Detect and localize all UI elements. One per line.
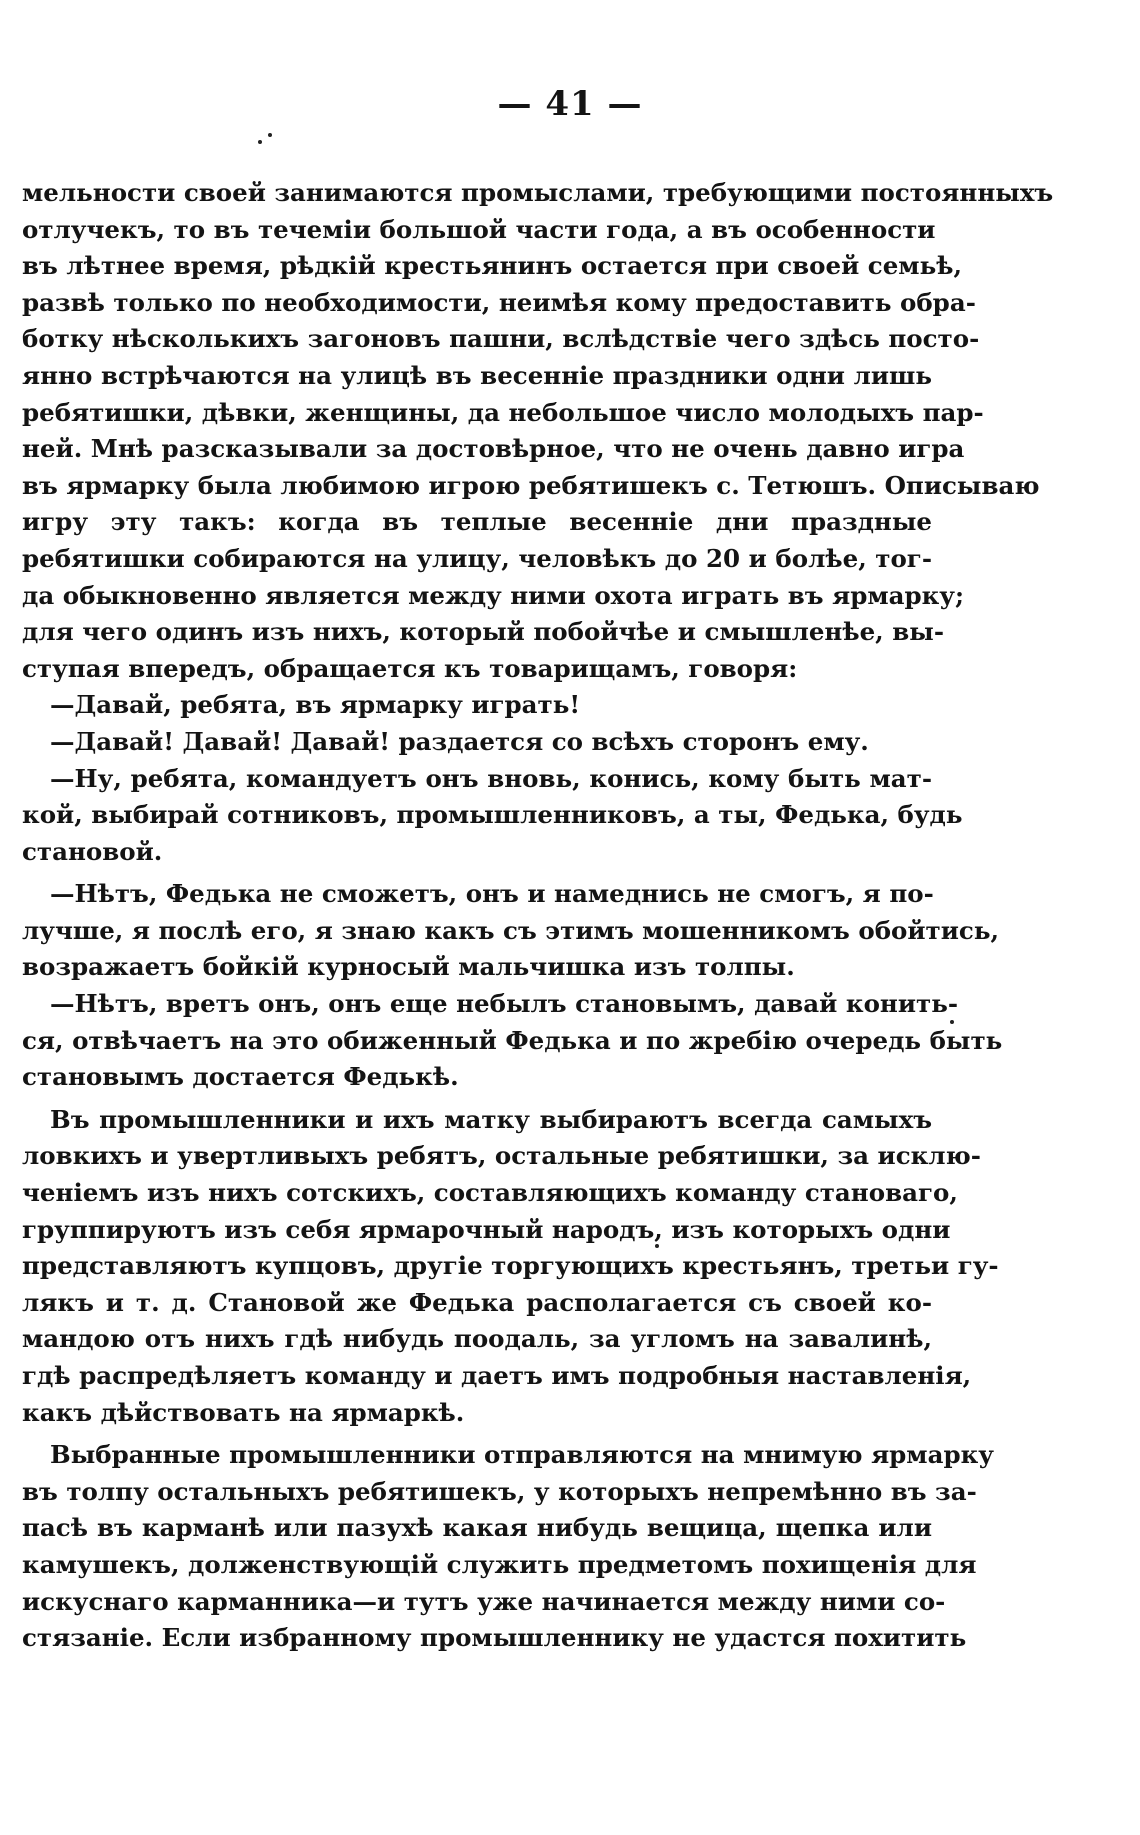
text-line: представляютъ купцовъ, другіе торгующихъ крестьянъ, третьи гу- [22, 1251, 999, 1281]
text-line: ступая впередъ, обращается къ товарищамъ, говоря: [22, 653, 798, 683]
text-line: ребятишки, дѣвки, женщины, да небольшое число молодыхъ пар- [22, 397, 984, 427]
text-line: да обыкновенно является между ними охота играть въ ярмарку; [22, 580, 965, 610]
text-line: ребятишки собираются на улицу, человѣкъ до 20 и болѣе, тог- [22, 543, 932, 573]
text-line: какъ дѣйствовать на ярмаркѣ. [22, 1397, 465, 1427]
text-line: кой, выбирай сотниковъ, промышленниковъ, а ты, Федька, будь [22, 800, 963, 830]
text-line: мельности своей занимаются промыслами, требующими постоянныхъ [22, 178, 1054, 207]
dialogue-line: —Ну, ребята, командуетъ онъ вновь, конись, кому быть мат- [50, 763, 932, 793]
text-line: ней. Мнѣ разсказывали за достовѣрное, что не очень давно игра [22, 434, 965, 464]
dialogue-line: —Давай, ребята, въ ярмарку играть! [50, 690, 581, 720]
text-line: игру эту такъ: когда въ теплые весенніе дни праздные [22, 507, 932, 537]
text-line: стязаніе. Если избранному промышленнику не удастся похитить [22, 1623, 967, 1653]
text-line: камушекъ, долженствующій служить предметомъ похищенія для [22, 1549, 977, 1579]
text-line: мандою отъ нихъ гдѣ нибудь поодаль, за угломъ на завалинѣ, [22, 1324, 932, 1354]
text-line: развѣ только по необходимости, неимѣя кому предоставить обра- [22, 287, 976, 317]
paragraph-start-line: Въ промышленники и ихъ матку выбираютъ всегда самыхъ [50, 1104, 932, 1134]
text-line: ботку нѣсколькихъ загоновъ пашни, вслѣдствіе чего здѣсь посто- [22, 324, 980, 354]
print-speck [258, 140, 262, 144]
text-line: искуснаго карманника—и тутъ уже начинается между ними со- [22, 1586, 946, 1616]
text-line: группируютъ изъ себя ярмарочный народъ, изъ которыхъ одни [22, 1214, 951, 1244]
paragraph-start-line: Выбранные промышленники отправляются на мнимую ярмарку [50, 1440, 994, 1470]
text-line: янно встрѣчаются на улицѣ въ весеннiе праздники одни лишь [22, 360, 932, 390]
print-speck [268, 133, 272, 137]
text-line: пасѣ въ карманѣ или пазухѣ какая нибудь вещица, щепка или [22, 1513, 932, 1543]
dialogue-line: —Давай! Давай! Давай! раздается со всѣхъ сторонъ ему. [50, 726, 869, 756]
text-line: становой. [22, 836, 163, 866]
text-line: ченіемъ изъ нихъ сотскихъ, составляющихъ команду становаго, [22, 1178, 958, 1208]
text-line: ся, отвѣчаетъ на это обиженный Федька и по жребію очередь быть [22, 1025, 1003, 1055]
text-line: гдѣ распредѣляетъ команду и даетъ имъ подробныя наставленія, [22, 1361, 972, 1390]
text-line: отлучекъ, то въ течеміи большой части года, а въ особенности [22, 214, 936, 244]
dialogue-line: —Нѣтъ, Федька не сможетъ, онъ и намеднись не смогъ, я по- [50, 879, 934, 909]
text-line: въ лѣтнее время, рѣдкій крестьянинъ остается при своей семьѣ, [22, 251, 962, 281]
body-text [22, 175, 1054, 1657]
text-line: лучше, я послѣ его, я знаю какъ съ этимъ мошенникомъ обойтись, [22, 915, 999, 945]
text-line: лякъ и т. д. Становой же Федька располагается съ своей ко- [22, 1287, 932, 1317]
dialogue-line: —Нѣтъ, вретъ онъ, онъ еще небылъ становымъ, давай конить- [50, 989, 958, 1019]
text-line: въ ярмарку была любимою игрою ребятишекъ с. Тетюшъ. Описываю [22, 470, 1040, 500]
page-number: — 41 — [497, 84, 643, 124]
text-line: становымъ достается Федькѣ. [22, 1062, 459, 1092]
text-line: для чего одинъ изъ нихъ, который побойчѣе и смышленѣе, вы- [22, 617, 944, 647]
text-line: возражаетъ бойкій курносый мальчишка изъ толпы. [22, 952, 795, 982]
text-line: ловкихъ и увертливыхъ ребятъ, остальные ребятишки, за исклю- [22, 1141, 981, 1171]
text-line: въ толпу остальныхъ ребятишекъ, у которыхъ непремѣнно въ за- [22, 1476, 977, 1506]
